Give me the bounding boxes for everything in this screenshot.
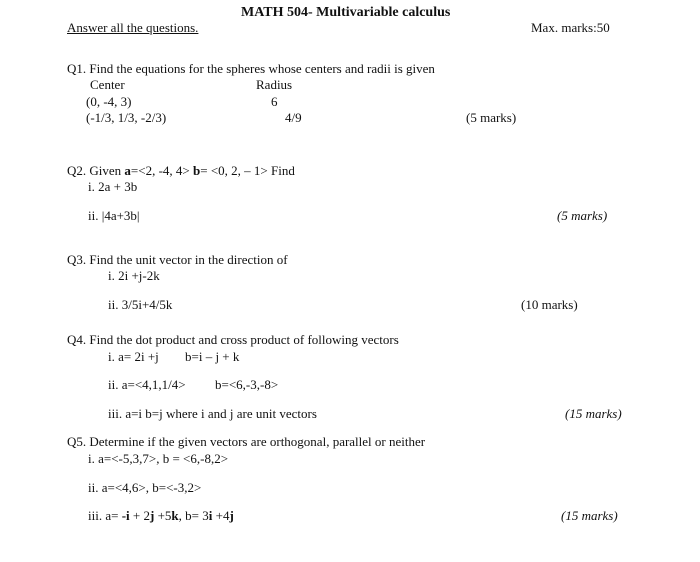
q1-marks: (5 marks) [466, 110, 517, 125]
q5-iii-bold5: j [229, 508, 234, 523]
q1-row2-center: (-1/3, 1/3, -2/3) [86, 110, 167, 125]
q1-text: Q1. Find the equations for the spheres whose centers and radii is given [67, 61, 435, 76]
q5-iii-mid3: , b= 3 [178, 508, 209, 523]
q5-part-ii: ii. a=<4,6>, b=<-3,2> [88, 480, 202, 495]
q5-iii-prefix: iii. a= [88, 508, 122, 523]
q2-part-ii: ii. |4a+3b| [88, 208, 140, 223]
q2-b-label: b [193, 163, 201, 178]
q4-part-i-a: i. a= 2i +j [108, 349, 159, 364]
instruction-text: Answer all the questions. [67, 20, 199, 35]
q2-marks: (5 marks) [557, 208, 608, 223]
q5-iii-bold4: i [208, 508, 213, 523]
q3-part-ii: ii. 3/5i+4/5k [108, 297, 173, 312]
q5-iii-mid2: +5 [154, 508, 172, 523]
q5-text: Q5. Determine if the given vectors are orthogonal, parallel or neither [67, 434, 426, 449]
q2-a-value: =<2, -4, 4> [130, 163, 193, 178]
q4-part-ii-a: ii. a=<4,1,1/4> [108, 377, 186, 392]
q2-text [67, 164, 295, 177]
q1-center-header: Center [90, 77, 125, 92]
q2-part-i: i. 2a + 3b [88, 179, 138, 194]
q5-iii-mid4: +4 [212, 508, 230, 523]
q5-iii-mid1: + 2 [129, 508, 150, 523]
page-title: MATH 504- Multivariable calculus [241, 5, 451, 20]
q1-row1-center: (0, -4, 3) [86, 94, 132, 109]
q3-text: Q3. Find the unit vector in the direction of [67, 252, 288, 267]
q4-marks: (15 marks) [565, 406, 622, 421]
q5-part-iii [88, 509, 234, 522]
q4-part-i-b: b=i – j + k [185, 349, 240, 364]
q1-row1-radius: 6 [271, 94, 278, 109]
q4-text: Q4. Find the dot product and cross product of following vectors [67, 332, 399, 347]
q5-iii-bold2: j [149, 508, 155, 523]
q4-part-ii-b: b=<6,-3,-8> [215, 377, 279, 392]
q2-b-value: = <0, 2, – 1> Find [200, 163, 295, 178]
q1-row2-radius: 4/9 [285, 110, 302, 125]
q1-radius-header: Radius [256, 77, 293, 92]
q3-part-i: i. 2i +j-2k [108, 268, 160, 283]
q5-part-i: i. a=<-5,3,7>, b = <6,-8,2> [88, 451, 229, 466]
max-marks: Max. marks:50 [531, 20, 610, 35]
q5-iii-bold3: k [171, 508, 179, 523]
q5-iii-bold1: -i [121, 508, 130, 523]
q2-prefix: Q2. Given [67, 163, 125, 178]
q5-marks: (15 marks) [561, 508, 618, 523]
q2-a-label: a [124, 163, 131, 178]
q3-marks: (10 marks) [521, 297, 578, 312]
q4-part-iii: iii. a=i b=j where i and j are unit vectors [108, 406, 317, 421]
